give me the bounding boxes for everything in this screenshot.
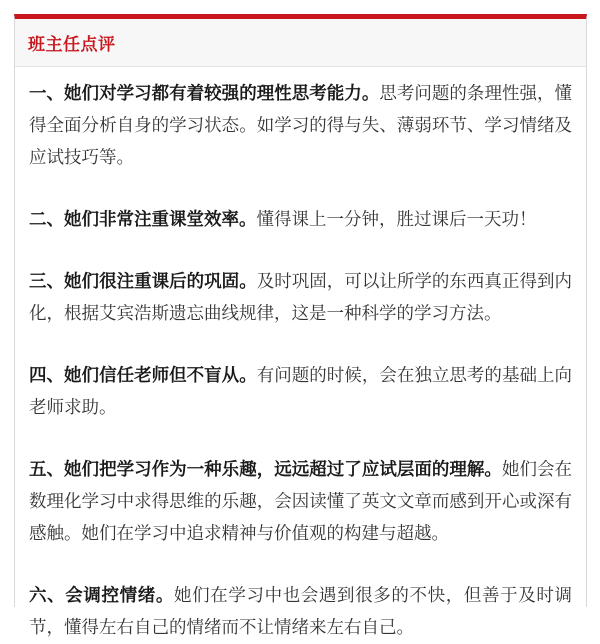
comment-card — [14, 14, 587, 638]
comment-paragraph-1 — [29, 78, 572, 174]
comment-paragraph-4 — [29, 360, 572, 424]
comment-paragraph-6 — [29, 580, 572, 644]
comment-paragraph-2 — [29, 204, 572, 236]
paragraph-lead: 二、她们非常注重课堂效率。 — [29, 210, 257, 230]
paragraph-lead: 六、会调控情绪。 — [29, 586, 174, 606]
paragraph-lead: 四、她们信任老师但不盲从。 — [29, 366, 257, 386]
paragraph-text: 及时巩固，可以让所学的东西真正得到内化，根据艾宾浩斯遗忘曲线规律，这是一种科学的学习方法。 — [29, 272, 573, 324]
paragraph-lead: 三、她们很注重课后的巩固。 — [29, 272, 257, 292]
comment-paragraph-3 — [29, 266, 572, 330]
comment-paragraph-5 — [29, 454, 572, 550]
card-title: 班主任点评 — [28, 35, 116, 55]
paragraph-text: 她们在学习中也会遇到很多的不快，但善于及时调节，懂得左右自己的情绪而不让情绪来左右自己。 — [29, 586, 573, 638]
paragraph-text: 懂得课上一分钟，胜过课后一天功！ — [256, 210, 537, 230]
paragraph-text: 思考问题的条理性强，懂得全面分析自身的学习状态。如学习的得与失、薄弱环节、学习情绪及应试技巧等。 — [29, 84, 573, 168]
paragraph-lead: 一、她们对学习都有着较强的理性思考能力。 — [29, 84, 380, 104]
paragraph-text: 有问题的时候，会在独立思考的基础上向老师求助。 — [29, 366, 573, 418]
comment-content — [15, 67, 586, 644]
paragraph-text: 她们会在数理化学习中求得思维的乐趣，会因读懂了英文文章而感到开心或深有感触。她们在学习中追求精神与价值观的构建与超越。 — [29, 460, 573, 544]
card-header — [15, 19, 586, 67]
paragraph-lead: 五、她们把学习作为一种乐趣，远远超过了应试层面的理解。 — [29, 460, 502, 480]
